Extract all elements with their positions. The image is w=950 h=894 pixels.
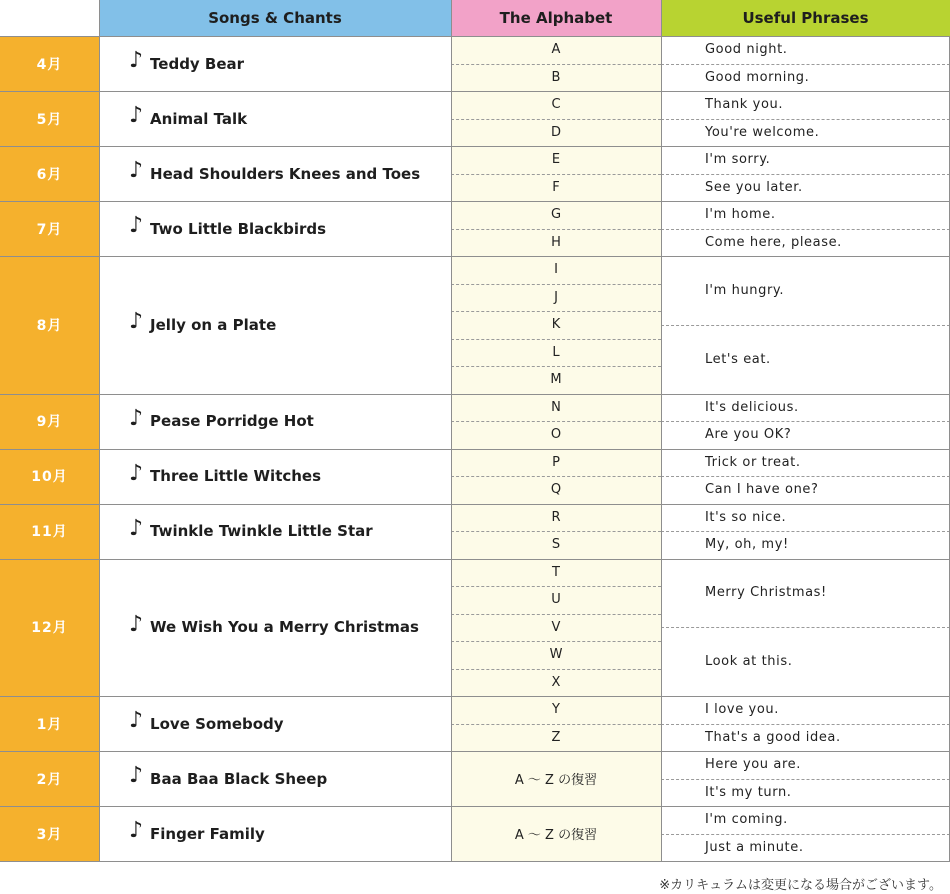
song-cell <box>99 146 451 201</box>
divider-dashed <box>451 311 661 312</box>
divider-dashed <box>661 834 950 835</box>
month-cell: 1月 <box>0 696 99 751</box>
useful-phrase: Just a minute. <box>661 834 950 862</box>
divider-dashed <box>661 531 950 532</box>
row-divider <box>0 394 950 395</box>
song-title: Baa Baa Black Sheep <box>150 769 328 788</box>
music-note-icon: ♪ <box>129 103 144 128</box>
song-title: Jelly on a Plate <box>150 315 277 334</box>
alphabet-letter: P <box>451 449 661 477</box>
month-cell: 5月 <box>0 91 99 146</box>
useful-phrase: Good morning. <box>661 64 950 92</box>
alphabet-letter: F <box>451 174 661 202</box>
row-divider <box>0 91 950 92</box>
useful-phrase: My, oh, my! <box>661 531 950 559</box>
month-cell: 7月 <box>0 201 99 256</box>
divider-dashed <box>661 119 950 120</box>
month-cell: 9月 <box>0 394 99 449</box>
row-divider <box>0 146 950 147</box>
divider-dashed <box>451 421 661 422</box>
column-divider <box>661 0 662 861</box>
song-title: Love Somebody <box>150 714 284 733</box>
music-note-icon: ♪ <box>129 48 144 73</box>
useful-phrase: Are you OK? <box>661 421 950 449</box>
month-cell: 3月 <box>0 806 99 861</box>
month-cell: 12月 <box>0 559 99 697</box>
alphabet-review: A ～ Z の復習 <box>451 806 661 861</box>
row-divider <box>0 201 950 202</box>
alphabet-letter: X <box>451 669 661 697</box>
useful-phrase: I'm hungry. <box>661 256 950 325</box>
useful-phrase: I love you. <box>661 696 950 724</box>
alphabet-letter: U <box>451 586 661 614</box>
alphabet-letter: T <box>451 559 661 587</box>
alphabet-letter: N <box>451 394 661 422</box>
divider-dashed <box>661 421 950 422</box>
divider-dashed <box>451 586 661 587</box>
song-title: We Wish You a Merry Christmas <box>150 618 419 637</box>
divider-dashed <box>451 641 661 642</box>
useful-phrase: Merry Christmas! <box>661 559 950 628</box>
month-cell: 8月 <box>0 256 99 394</box>
divider-dashed <box>661 724 950 725</box>
row-divider <box>0 861 950 862</box>
divider-dashed <box>451 669 661 670</box>
alphabet-letter: Z <box>451 724 661 752</box>
song-title: Finger Family <box>150 824 265 843</box>
divider-dashed <box>451 476 661 477</box>
song-cell <box>99 504 451 559</box>
alphabet-letter: A <box>451 36 661 64</box>
useful-phrase: That's a good idea. <box>661 724 950 752</box>
song-cell <box>99 559 451 697</box>
row-divider <box>0 751 950 752</box>
alphabet-letter: L <box>451 339 661 367</box>
music-note-icon: ♪ <box>129 158 144 183</box>
month-cell: 6月 <box>0 146 99 201</box>
row-divider <box>0 559 950 560</box>
useful-phrase: Look at this. <box>661 627 950 696</box>
alphabet-letter: M <box>451 366 661 394</box>
divider-dashed <box>661 64 950 65</box>
divider-dashed <box>451 724 661 725</box>
song-cell <box>99 449 451 504</box>
useful-phrase: Can I have one? <box>661 476 950 504</box>
useful-phrase: You're welcome. <box>661 119 950 147</box>
song-cell <box>99 256 451 394</box>
alphabet-letter: E <box>451 146 661 174</box>
alphabet-letter: H <box>451 229 661 257</box>
divider-dashed <box>451 614 661 615</box>
divider-dashed <box>451 64 661 65</box>
row-divider <box>0 449 950 450</box>
song-cell <box>99 36 451 91</box>
alphabet-letter: B <box>451 64 661 92</box>
divider-dashed <box>451 174 661 175</box>
song-title: Pease Porridge Hot <box>150 412 314 430</box>
row-divider <box>0 36 950 37</box>
useful-phrase: It's delicious. <box>661 394 950 422</box>
useful-phrase: It's my turn. <box>661 779 950 807</box>
month-cell: 4月 <box>0 36 99 91</box>
divider-dashed <box>661 174 950 175</box>
month-cell: 11月 <box>0 504 99 559</box>
song-title: Teddy Bear <box>150 54 245 73</box>
song-title: Animal Talk <box>150 109 248 128</box>
useful-phrase: I'm coming. <box>661 806 950 834</box>
useful-phrase: Here you are. <box>661 751 950 779</box>
divider-dashed <box>661 325 950 326</box>
alphabet-letter: D <box>451 119 661 147</box>
row-divider <box>0 806 950 807</box>
song-cell <box>99 394 451 449</box>
song-title: Two Little Blackbirds <box>150 219 327 238</box>
divider-dashed <box>451 119 661 120</box>
music-note-icon: ♪ <box>129 763 144 788</box>
alphabet-letter: Y <box>451 696 661 724</box>
divider-dashed <box>451 339 661 340</box>
alphabet-letter: O <box>451 421 661 449</box>
song-cell <box>99 696 451 751</box>
music-note-icon: ♪ <box>129 460 144 486</box>
footnote: ※カリキュラムは変更になる場合がございます。 <box>659 878 942 893</box>
alphabet-letter: K <box>451 311 661 339</box>
useful-phrase: See you later. <box>661 174 950 202</box>
divider-dashed <box>451 229 661 230</box>
music-note-icon: ♪ <box>129 515 144 541</box>
row-divider <box>0 696 950 697</box>
alphabet-letter: V <box>451 614 661 642</box>
alphabet-letter: J <box>451 284 661 312</box>
music-note-icon: ♪ <box>129 309 144 335</box>
useful-phrase: I'm home. <box>661 201 950 229</box>
month-cell: 2月 <box>0 751 99 806</box>
song-title: Three Little Witches <box>150 467 322 485</box>
divider-dashed <box>451 366 661 367</box>
header-phrases: Useful Phrases <box>661 0 950 36</box>
useful-phrase: Thank you. <box>661 91 950 119</box>
divider-dashed <box>661 627 950 628</box>
alphabet-review: A ～ Z の復習 <box>451 751 661 806</box>
column-divider <box>451 0 452 861</box>
alphabet-letter: Q <box>451 476 661 504</box>
music-note-icon: ♪ <box>129 213 144 238</box>
divider-dashed <box>661 229 950 230</box>
month-cell: 10月 <box>0 449 99 504</box>
useful-phrase: Good night. <box>661 36 950 64</box>
row-divider <box>0 256 950 257</box>
song-title: Head Shoulders Knees and Toes <box>150 164 421 183</box>
row-divider <box>0 504 950 505</box>
song-cell <box>99 751 451 806</box>
useful-phrase: I'm sorry. <box>661 146 950 174</box>
music-note-icon: ♪ <box>129 818 144 843</box>
useful-phrase: Come here, please. <box>661 229 950 257</box>
song-cell <box>99 806 451 861</box>
music-note-icon: ♪ <box>129 405 144 431</box>
alphabet-letter: I <box>451 256 661 284</box>
alphabet-letter: S <box>451 531 661 559</box>
header-songs: Songs & Chants <box>99 0 451 36</box>
useful-phrase: It's so nice. <box>661 504 950 532</box>
alphabet-letter: G <box>451 201 661 229</box>
useful-phrase: Let's eat. <box>661 325 950 394</box>
divider-dashed <box>451 284 661 285</box>
alphabet-letter: W <box>451 641 661 669</box>
music-note-icon: ♪ <box>129 708 144 733</box>
divider-dashed <box>661 779 950 780</box>
song-title: Twinkle Twinkle Little Star <box>150 522 373 540</box>
divider-dashed <box>661 476 950 477</box>
header-alphabet: The Alphabet <box>451 0 661 36</box>
useful-phrase: Trick or treat. <box>661 449 950 477</box>
alphabet-letter: C <box>451 91 661 119</box>
divider-dashed <box>451 531 661 532</box>
music-note-icon: ♪ <box>129 611 144 637</box>
column-divider <box>99 0 100 861</box>
song-cell <box>99 91 451 146</box>
song-cell <box>99 201 451 256</box>
alphabet-letter: R <box>451 504 661 532</box>
